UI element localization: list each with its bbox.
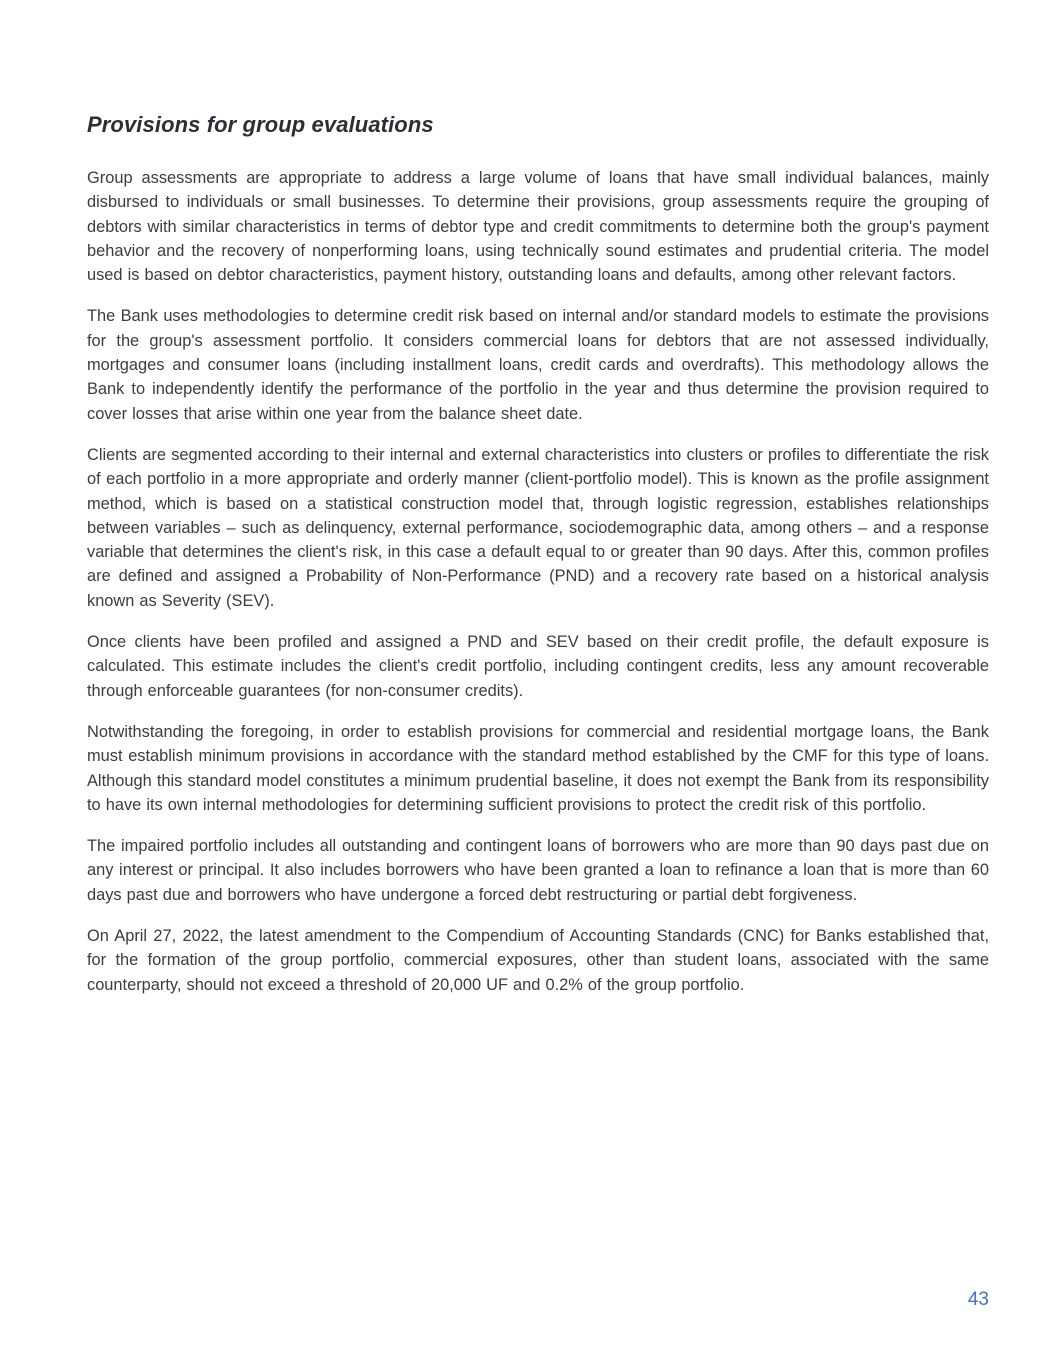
paragraph-client-segmentation: Clients are segmented according to their internal and external characteristics into clusters or profiles to differentiate the risk of each portfolio in a more appropriate and orderly manner (client-portfolio model). This is known as the profile assignment method, which is based on a statistical construction model that, through logistic regression, establishes relationships between variables – such as delinquency, external performance, sociodemographic data, among others – and a response variable that determines the client's risk, in this case a default equal to or greater than 90 days. After this, common profiles are defined and assigned a Probability of Non-Performance (PND) and a recovery rate based on a historical analysis known as Severity (SEV).	[87, 445, 989, 610]
page-number: 43	[967, 1289, 989, 1310]
paragraph-default-exposure: Once clients have been profiled and assigned a PND and SEV based on their credit profile, the default exposure is calculated. This estimate includes the client's credit portfolio, including contingent credits, less any amount recoverable through enforceable guarantees (for non-consumer credits).	[87, 633, 989, 700]
paragraph-group-assessments: Group assessments are appropriate to address a large volume of loans that have small individual balances, mainly disbursed to individuals or small businesses. To determine their provisions, group assessments require the grouping of debtors with similar characteristics in terms of debtor type and credit commitments to determine both the group's payment behavior and the recovery of nonperforming loans, using technically sound estimates and prudential criteria. The model used is based on debtor characteristics, payment history, outstanding loans and defaults, among other relevant factors.	[87, 169, 989, 285]
document-content	[87, 112, 989, 1014]
paragraph-cnc-amendment: On April 27, 2022, the latest amendment to the Compendium of Accounting Standards (CNC) for Banks established that, for the formation of the group portfolio, commercial exposures, other than student loans, associated with the same counterparty, should not exceed a threshold of 20,000 UF and 0.2% of the group portfolio.	[87, 927, 989, 994]
paragraph-impaired-portfolio: The impaired portfolio includes all outstanding and contingent loans of borrowers who are more than 90 days past due on any interest or principal. It also includes borrowers who have been granted a loan to refinance a loan that is more than 60 days past due and borrowers who have undergone a forced debt restructuring or partial debt forgiveness.	[87, 837, 989, 904]
paragraph-bank-methodologies: The Bank uses methodologies to determine credit risk based on internal and/or standard models to estimate the provisions for the group's assessment portfolio. It considers commercial loans for debtors that are not assessed individually, mortgages and consumer loans (including installment loans, credit cards and overdrafts). This methodology allows the Bank to independently identify the performance of the portfolio in the year and thus determine the provision required to cover losses that arise within one year from the balance sheet date.	[87, 307, 989, 423]
paragraph-minimum-provisions: Notwithstanding the foregoing, in order to establish provisions for commercial and residential mortgage loans, the Bank must establish minimum provisions in accordance with the standard method established by the CMF for this type of loans. Although this standard model constitutes a minimum prudential baseline, it does not exempt the Bank from its responsibility to have its own internal methodologies for determining sufficient provisions to protect the credit risk of this portfolio.	[87, 722, 989, 814]
page-title: Provisions for group evaluations	[87, 112, 434, 137]
